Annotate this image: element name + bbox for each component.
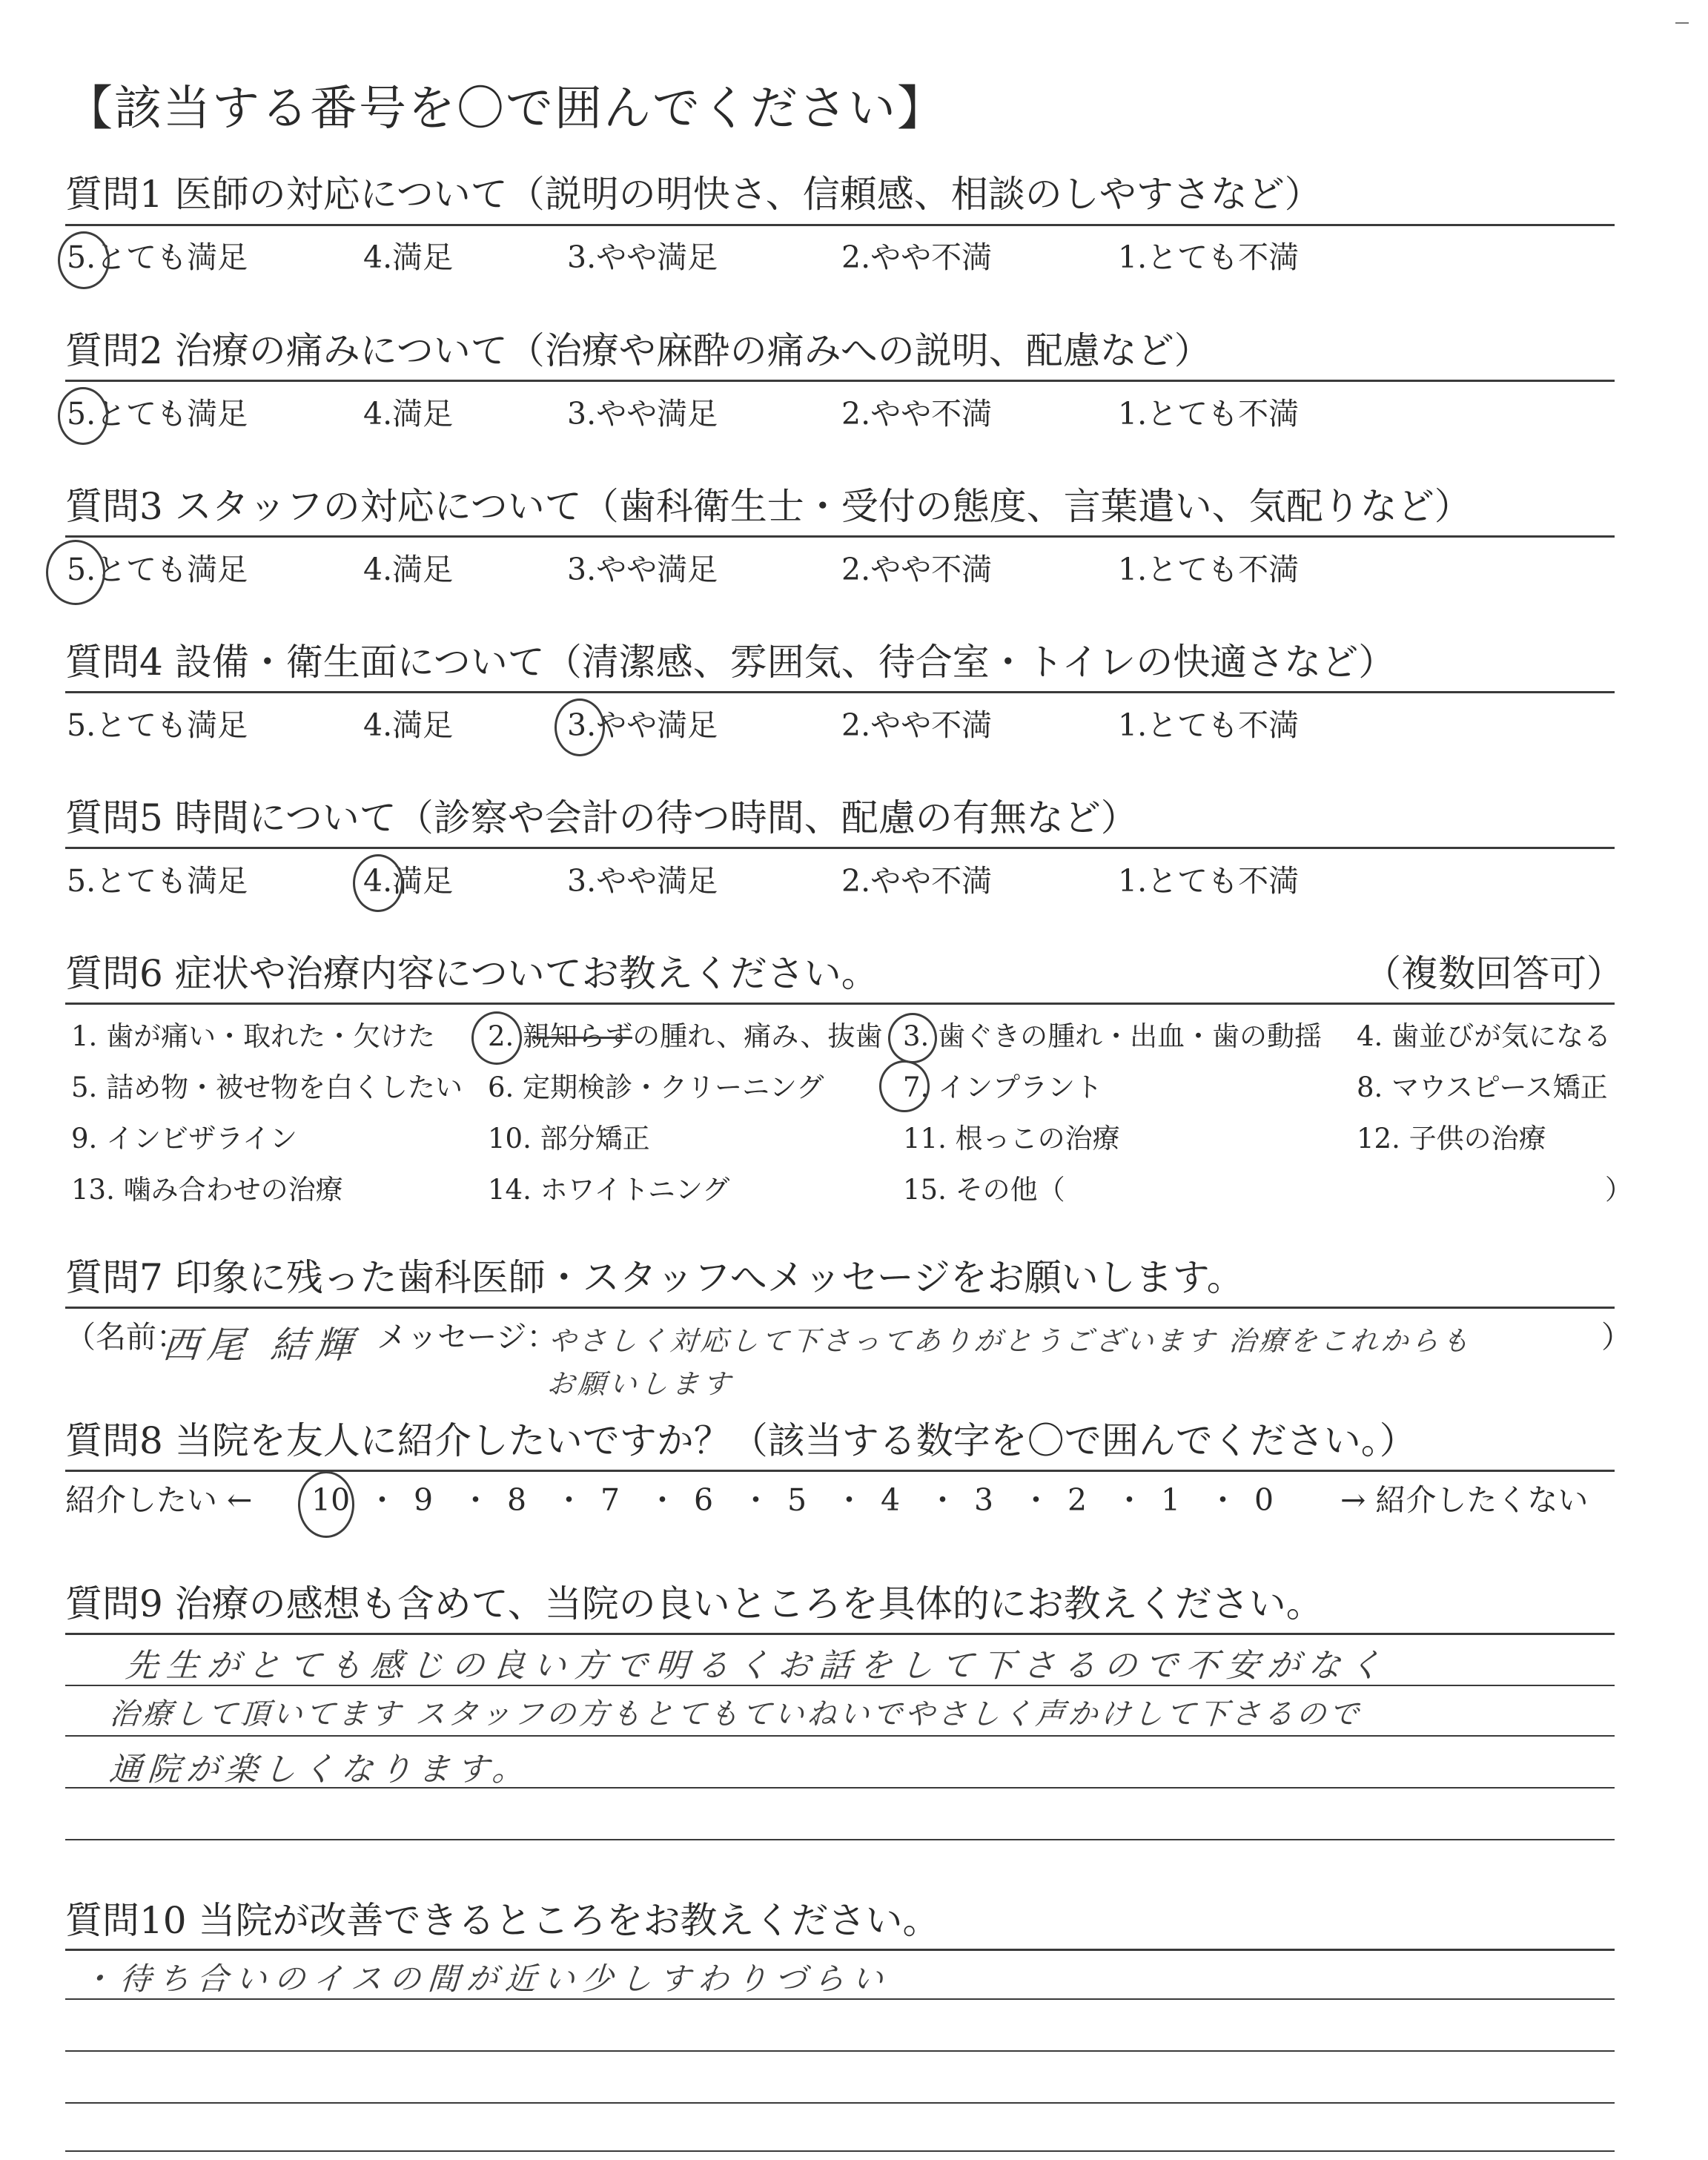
q1-option-4[interactable]: 4.満足	[363, 240, 454, 275]
q4-option-3[interactable]: 3.やや満足	[567, 707, 718, 743]
q8-scale-separator: ・	[367, 1482, 397, 1518]
q6-option-5[interactable]: 5. 詰め物・被せ物を白くしたい	[71, 1071, 463, 1103]
q1-answer-circle	[58, 231, 110, 289]
q4-answer-circle	[555, 698, 605, 756]
q8-scale-separator: ・	[554, 1482, 584, 1518]
q1-option-5[interactable]: 5.とても満足	[67, 240, 248, 275]
q7-rule	[65, 1307, 1615, 1309]
q4-option-2[interactable]: 2.やや不満	[841, 707, 993, 743]
q7-message-label: メッセージ：	[377, 1319, 557, 1355]
q6-option-10[interactable]: 10. 部分矯正	[488, 1123, 650, 1155]
q5-option-2[interactable]: 2.やや不満	[841, 863, 993, 899]
q8-scale-separator: ・	[1114, 1482, 1145, 1518]
q8-scale-separator: ・	[1021, 1482, 1051, 1518]
q1-option-2[interactable]: 2.やや不満	[841, 240, 993, 275]
q6-option-13[interactable]: 13. 噛み合わせの治療	[71, 1174, 343, 1206]
q8-scale-separator: ・	[1208, 1482, 1238, 1518]
q8-scale-separator: ・	[927, 1482, 958, 1518]
q8-scale-4[interactable]: 4	[881, 1482, 901, 1518]
q8-scale-10[interactable]: 10	[311, 1482, 351, 1518]
q1-rule	[65, 224, 1615, 226]
q6-answer-circle-2	[471, 1011, 522, 1065]
q9-writing-line-4	[65, 1839, 1615, 1840]
q6-option-15[interactable]: 15. その他（	[903, 1174, 1065, 1206]
q6-multiple-answer-note: （複数回答可）	[1364, 952, 1623, 995]
q3-option-2[interactable]: 2.やや不満	[841, 552, 993, 587]
q6-heading: 質問6 症状や治療内容についてお教えください。	[65, 952, 878, 995]
q8-scale-6[interactable]: 6	[694, 1482, 714, 1518]
form-title: 【該当する番号を〇で囲んでください】	[65, 82, 946, 136]
q8-scale-2[interactable]: 2	[1068, 1482, 1088, 1518]
q6-option-1[interactable]: 1. 歯が痛い・取れた・欠けた	[71, 1020, 436, 1052]
q6-answer-circle-3	[888, 1013, 937, 1063]
q8-scale-9[interactable]: 9	[414, 1482, 434, 1518]
q9-answer-line-3[interactable]: 通院が楽しくなります。	[107, 1751, 532, 1789]
q3-rule	[65, 535, 1615, 538]
q6-option-3[interactable]: 3. 歯ぐきの腫れ・出血・歯の動揺	[903, 1020, 1323, 1052]
q6-option-11[interactable]: 11. 根っこの治療	[903, 1123, 1120, 1155]
q10-writing-line-2	[65, 2050, 1615, 2052]
q6-option-15-close-paren: ）	[1605, 1174, 1632, 1206]
q2-heading: 質問2 治療の痛みについて（治療や麻酔の痛みへの説明、配慮など）	[65, 329, 1211, 372]
q3-heading: 質問3 スタッフの対応について（歯科衛生士・受付の態度、言葉遣い、気配りなど）	[65, 485, 1472, 528]
corner-mark	[1675, 22, 1689, 24]
q5-option-5[interactable]: 5.とても満足	[67, 863, 248, 899]
q5-option-1[interactable]: 1.とても不満	[1118, 863, 1300, 899]
q6-option-6[interactable]: 6. 定期検診・クリーニング	[488, 1071, 824, 1103]
q6-option-2-strikethrough	[532, 1037, 632, 1039]
q9-answer-line-2[interactable]: 治療して頂いてます スタッフの方もとてもていねいでやさしく声かけして下さるので	[108, 1697, 1363, 1731]
q1-option-3[interactable]: 3.やや満足	[567, 240, 718, 275]
q8-scale-8[interactable]: 8	[507, 1482, 527, 1518]
q7-message-line-1[interactable]: やさしく対応して下さってありがとうございます 治療をこれからも	[547, 1325, 1474, 1357]
q3-answer-circle	[46, 540, 105, 605]
q4-option-4[interactable]: 4.満足	[363, 707, 454, 743]
q6-option-9[interactable]: 9. インビザライン	[71, 1123, 297, 1155]
q2-option-2[interactable]: 2.やや不満	[841, 396, 993, 432]
q6-option-7[interactable]: 7. インプラント	[903, 1071, 1103, 1103]
q8-heading: 質問8 当院を友人に紹介したいですか？（該当する数字を〇で囲んでください。）	[65, 1419, 1417, 1462]
q3-option-3[interactable]: 3.やや満足	[567, 552, 718, 587]
q8-rule	[65, 1470, 1615, 1472]
q6-option-8[interactable]: 8. マウスピース矯正	[1357, 1071, 1608, 1103]
q8-scale-separator: ・	[460, 1482, 491, 1518]
q10-heading: 質問10 当院が改善できるところをお教えください。	[65, 1899, 940, 1942]
q8-scale-separator: ・	[834, 1482, 864, 1518]
q8-scale-5[interactable]: 5	[787, 1482, 807, 1518]
q9-answer-line-1[interactable]: 先生がとても感じの良い方で明るくお話をして下さるので不安がなく	[124, 1647, 1391, 1685]
q10-rule	[65, 1949, 1615, 1951]
q7-heading: 質問7 印象に残った歯科医師・スタッフへメッセージをお願いします。	[65, 1256, 1244, 1299]
q10-answer-line-1[interactable]: ・待ち合いのイスの間が近い少しすわりづらい	[80, 1961, 893, 1997]
q1-option-1[interactable]: 1.とても不満	[1118, 240, 1300, 275]
q8-scale-separator: ・	[741, 1482, 771, 1518]
q7-name-value[interactable]: 西尾 結輝	[161, 1324, 362, 1367]
q2-rule	[65, 380, 1615, 382]
q6-option-4[interactable]: 4. 歯並びが気になる	[1357, 1020, 1612, 1052]
q5-answer-circle	[353, 854, 403, 912]
q1-heading: 質問1 医師の対応について（説明の明快さ、信頼感、相談のしやすさなど）	[65, 173, 1322, 216]
q6-option-2[interactable]: 2. 親知らずの腫れ、痛み、抜歯	[488, 1020, 883, 1052]
q2-answer-circle	[58, 387, 108, 445]
q10-writing-line-3	[65, 2102, 1615, 2104]
q2-option-5[interactable]: 5.とても満足	[67, 396, 248, 432]
q6-rule	[65, 1003, 1615, 1005]
q4-option-1[interactable]: 1.とても不満	[1118, 707, 1300, 743]
q4-option-5[interactable]: 5.とても満足	[67, 707, 248, 743]
q8-scale-7[interactable]: 7	[600, 1482, 620, 1518]
q8-left-label: 紹介したい ←	[65, 1482, 253, 1518]
q8-scale-0[interactable]: 0	[1254, 1482, 1274, 1518]
q8-scale-1[interactable]: 1	[1161, 1482, 1181, 1518]
q3-option-1[interactable]: 1.とても不満	[1118, 552, 1300, 587]
q5-rule	[65, 847, 1615, 849]
q6-option-14[interactable]: 14. ホワイトニング	[488, 1174, 730, 1206]
q3-option-4[interactable]: 4.満足	[363, 552, 454, 587]
q6-option-12[interactable]: 12. 子供の治療	[1357, 1123, 1546, 1155]
q9-rule	[65, 1633, 1615, 1635]
q9-writing-line-2	[65, 1735, 1615, 1737]
q8-scale-separator: ・	[647, 1482, 678, 1518]
q9-heading: 質問9 治療の感想も含めて、当院の良いところを具体的にお教えください。	[65, 1582, 1323, 1625]
q7-name-label: （名前：	[65, 1319, 187, 1355]
q2-option-4[interactable]: 4.満足	[363, 396, 454, 432]
q3-option-5[interactable]: 5.とても満足	[67, 552, 248, 587]
q2-option-3[interactable]: 3.やや満足	[567, 396, 718, 432]
q7-close-paren: ）	[1601, 1319, 1632, 1355]
q5-option-3[interactable]: 3.やや満足	[567, 863, 718, 899]
q4-rule	[65, 691, 1615, 693]
q4-heading: 質問4 設備・衛生面について（清潔感、雰囲気、待合室・トイレの快適さなど）	[65, 641, 1396, 684]
q5-heading: 質問5 時間について（診察や会計の待つ時間、配慮の有無など）	[65, 796, 1138, 839]
q10-writing-line-4	[65, 2150, 1615, 2152]
q8-scale-3[interactable]: 3	[974, 1482, 994, 1518]
q8-answer-circle	[298, 1471, 354, 1538]
q2-option-1[interactable]: 1.とても不満	[1118, 396, 1300, 432]
q6-answer-circle-7	[879, 1060, 930, 1112]
q8-right-label: → 紹介したくない	[1340, 1482, 1589, 1518]
q5-option-4[interactable]: 4.満足	[363, 863, 454, 899]
q7-message-line-2[interactable]: お願いします	[546, 1368, 735, 1400]
